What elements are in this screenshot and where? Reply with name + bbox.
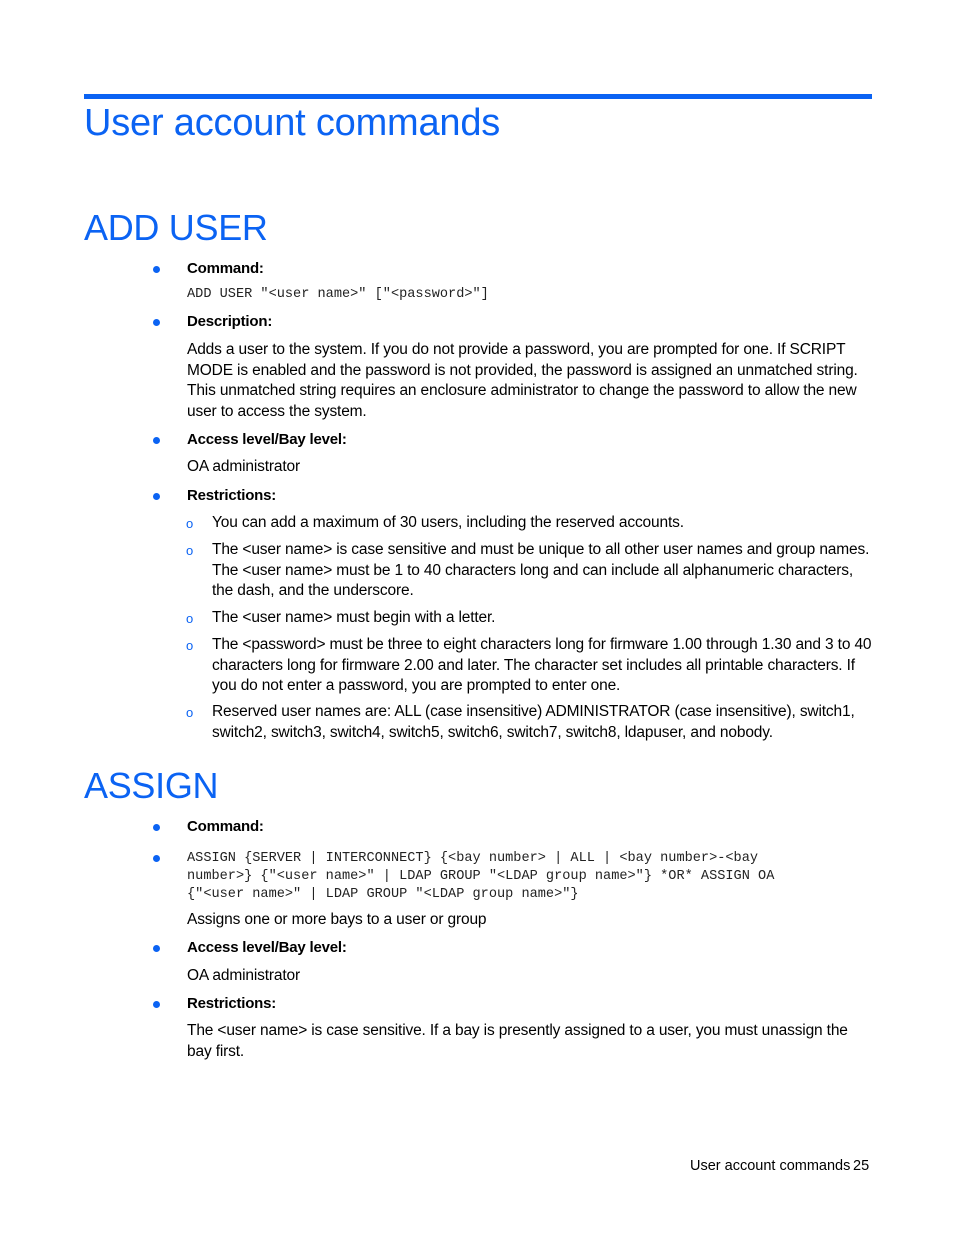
- circle-bullet-icon: o: [186, 516, 194, 531]
- restrictions-text: The <user name> is case sensitive. If a bay is presently assigned to a user, you must unassign the bay first.: [187, 1022, 848, 1060]
- bullet-icon: [153, 437, 160, 444]
- command-syntax: ASSIGN {SERVER | INTERCONNECT} {<bay number> | ALL | <bay number>-<bay number>} {"<user name>" | LDAP GROUP "<LDAP group name>"} *OR* ASSIGN OA {"<user name>" | LDAP GROUP "<LDAP group name>"}: [187, 851, 775, 902]
- command-label: Command:: [187, 260, 264, 277]
- description-text: Adds a user to the system. If you do not provide a password, you are prompted for one. If SCRIPT MODE is enabled and the password is not provided, the password is assigned an unmatched string. This unmatched string requires an enclosure administrator to change the password to allow the new user to access the system.: [187, 341, 858, 421]
- section-title-assign: ASSIGN: [84, 765, 219, 806]
- bullet-icon: [153, 493, 160, 500]
- access-label: Access level/Bay level:: [187, 939, 347, 956]
- access-text: OA administrator: [187, 458, 301, 475]
- page-number: 25: [853, 1158, 870, 1174]
- restriction-item: You can add a maximum of 30 users, including the reserved accounts.: [212, 514, 684, 531]
- section-title-add-user: ADD USER: [84, 207, 268, 248]
- access-text: OA administrator: [187, 967, 301, 984]
- restriction-item: The <user name> must begin with a letter.: [212, 609, 496, 626]
- description-label: Description:: [187, 313, 273, 330]
- restrictions-label: Restrictions:: [187, 487, 277, 504]
- circle-bullet-icon: o: [186, 705, 194, 720]
- circle-bullet-icon: o: [186, 638, 194, 653]
- restriction-item: Reserved user names are: ALL (case insensitive) ADMINISTRATOR (case insensitive), switch1, switch2, switch3, switch4, switch5, switch6, switch7, switch8, ldapuser, and nobody.: [212, 703, 855, 741]
- restriction-item: The <password> must be three to eight characters long for firmware 1.00 through 1.30 and 3 to 40 characters long for firmware 2.00 and later. The character set includes all printable characters. If you do not enter a password, you are prompted to enter one.: [212, 636, 872, 695]
- bullet-icon: [153, 945, 160, 952]
- chapter-title: User account commands: [84, 102, 501, 144]
- chapter-rule: [84, 94, 872, 99]
- bullet-icon: [153, 1001, 160, 1008]
- footer-title: User account commands: [690, 1158, 851, 1174]
- circle-bullet-icon: o: [186, 543, 194, 558]
- command-label: Command:: [187, 818, 264, 835]
- bullet-icon: [153, 319, 160, 326]
- bullet-icon: [153, 855, 160, 862]
- description-text: Assigns one or more bays to a user or group: [187, 911, 487, 928]
- access-label: Access level/Bay level:: [187, 431, 347, 448]
- bullet-icon: [153, 266, 160, 273]
- restrictions-label: Restrictions:: [187, 995, 277, 1012]
- restriction-item: The <user name> is case sensitive and must be unique to all other user names and group names. The <user name> must be 1 to 40 characters long and can include all alphanumeric characters, the dash, and the underscore.: [212, 541, 870, 600]
- circle-bullet-icon: o: [186, 611, 194, 626]
- command-syntax: ADD USER "<user name>" ["<password>"]: [187, 287, 489, 302]
- bullet-icon: [153, 824, 160, 831]
